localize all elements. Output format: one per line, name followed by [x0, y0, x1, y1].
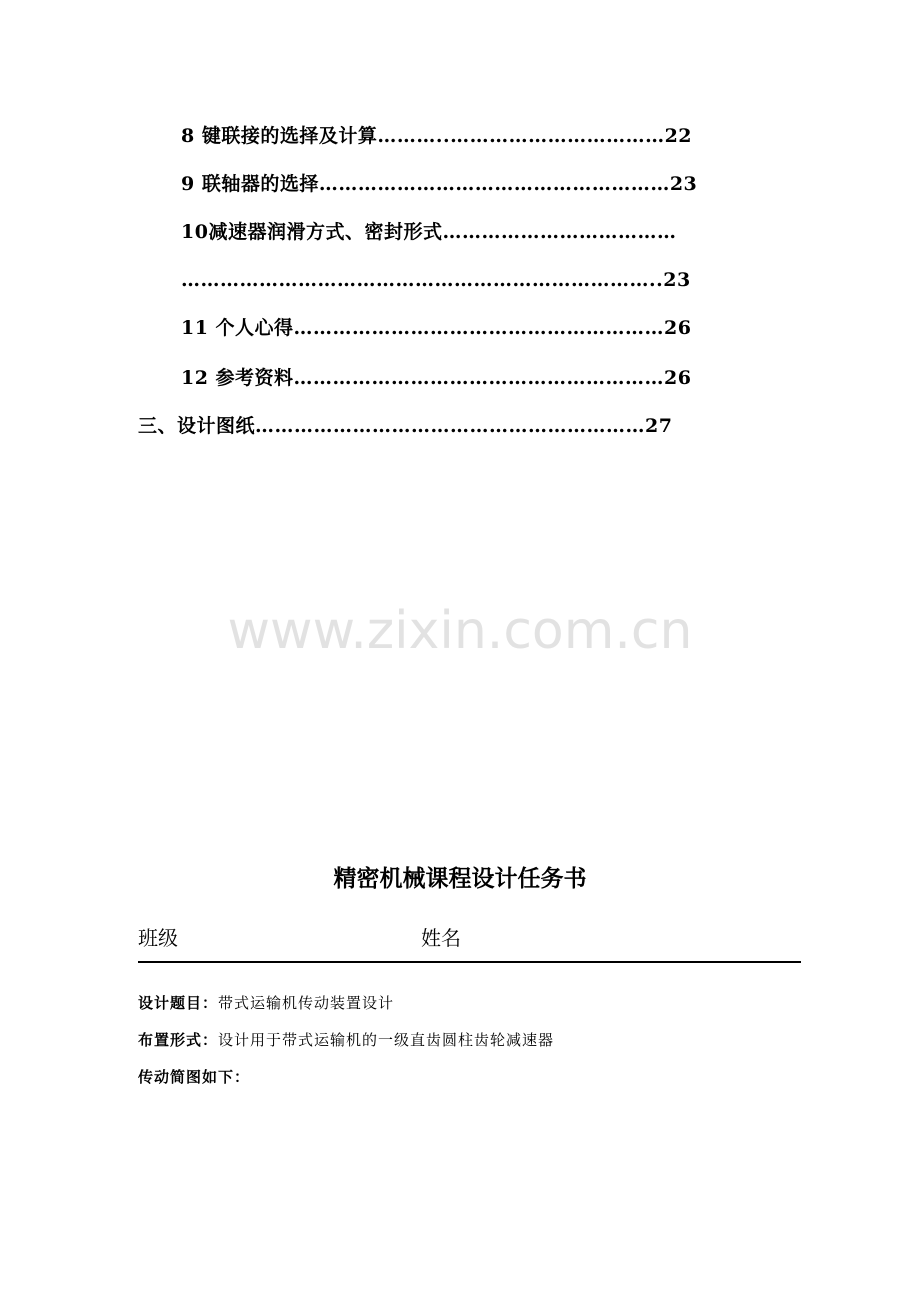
layout-form-value: 设计用于带式运输机的一级直齿圆柱齿轮减速器 [218, 1031, 555, 1049]
design-topic-line [138, 992, 394, 1014]
toc-item-12: 12 参考资料…………………………………………………26 [181, 367, 692, 389]
transmission-diagram-line [138, 1066, 250, 1088]
toc-item-10-continued: ………………………………………………………………..23 [181, 269, 691, 291]
transmission-diagram-label: 传动简图如下： [138, 1068, 251, 1086]
class-label: 班级 [138, 926, 178, 950]
layout-form-label: 布置形式： [138, 1031, 219, 1049]
layout-form-line [138, 1029, 554, 1051]
watermark: www.zixin.com.cn [227, 601, 693, 661]
toc-item-10: 10减速器润滑方式、密封形式……………………………… [181, 221, 677, 243]
document-title: 精密机械课程设计任务书 [333, 866, 587, 892]
toc-item-9: 9 联轴器的选择………………………………………………23 [181, 173, 698, 195]
toc-item-11: 11 个人心得…………………………………………………26 [181, 317, 692, 339]
design-topic-label: 设计题目： [138, 994, 219, 1012]
toc-part-3: 三、设计图纸……………………………………………………27 [138, 415, 673, 437]
toc-item-8: 8 键联接的选择及计算………..……………………………22 [181, 125, 693, 147]
name-label: 姓名 [421, 926, 461, 950]
design-topic-value: 带式运输机传动装置设计 [218, 994, 395, 1012]
header-divider [138, 961, 801, 963]
